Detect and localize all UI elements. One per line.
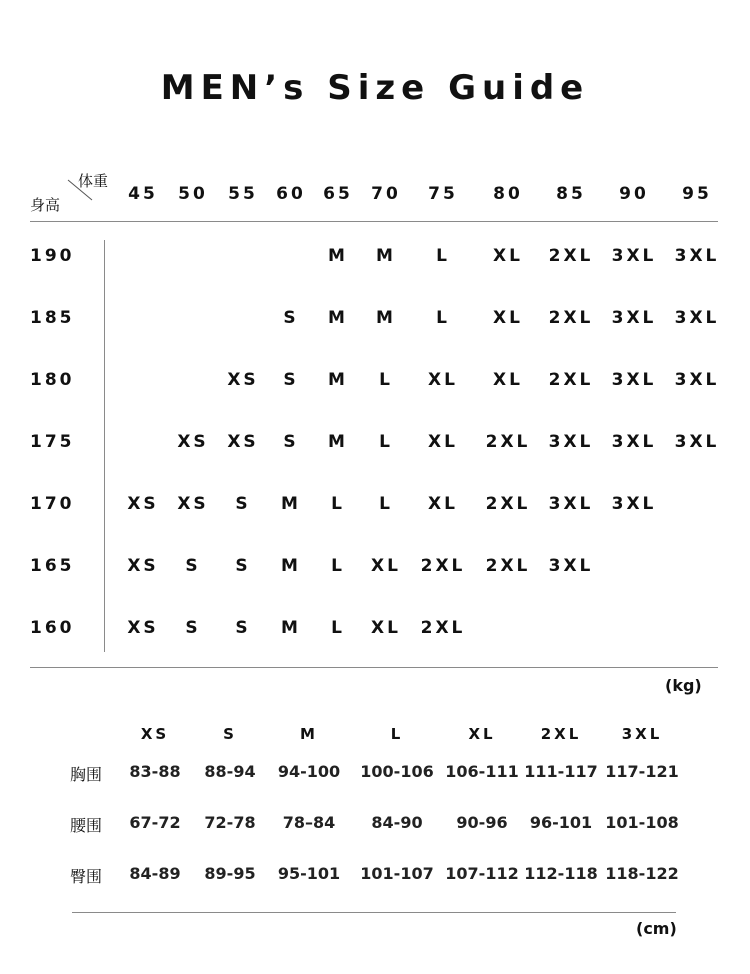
measurement-cell: 112-118	[524, 864, 598, 883]
size-cell: M	[281, 618, 301, 638]
size-cell: 3XL	[611, 370, 657, 390]
size-cell: 2XL	[485, 556, 531, 576]
size-cell: 2XL	[485, 432, 531, 452]
size-cell: XS	[227, 432, 259, 452]
weight-column-header: 75	[428, 184, 458, 204]
size-cell: M	[376, 246, 396, 266]
height-row-label: 175	[30, 432, 75, 452]
size-cell: 3XL	[611, 432, 657, 452]
measurement-cell: 117-121	[605, 762, 679, 781]
size-cell: XL	[493, 246, 523, 266]
size-cell: 2XL	[548, 308, 594, 328]
measurement-cell: 90-96	[456, 813, 508, 832]
size-cell: XS	[127, 556, 159, 576]
measurement-cell: 88-94	[204, 762, 256, 781]
size-cell: 3XL	[674, 370, 720, 390]
size-cell: M	[281, 494, 301, 514]
size-cell: L	[331, 494, 345, 514]
size-cell: L	[436, 308, 450, 328]
size-cell: 2XL	[548, 370, 594, 390]
measurement-size-header-cell: L	[390, 725, 404, 743]
measurement-size-header-cell: S	[223, 725, 237, 743]
height-row-label: 165	[30, 556, 75, 576]
size-cell: XL	[371, 618, 401, 638]
size-cell: M	[328, 246, 348, 266]
measurement-cell: 83-88	[129, 762, 181, 781]
size-cell: XL	[493, 308, 523, 328]
measurement-cell: 96-101	[529, 813, 593, 832]
measurement-cell: 84-89	[129, 864, 181, 883]
size-cell: S	[185, 618, 201, 638]
height-axis-label: 身高	[30, 196, 61, 214]
measurement-cell: 89-95	[204, 864, 256, 883]
measurement-bottom-divider	[72, 912, 676, 913]
size-cell: 3XL	[548, 556, 594, 576]
measurement-cell: 67-72	[129, 813, 181, 832]
page-title: MEN’s Size Guide	[160, 68, 590, 108]
size-cell: 3XL	[611, 308, 657, 328]
measurement-row-label: 臀围	[70, 867, 103, 886]
size-cell: L	[379, 494, 393, 514]
weight-column-header: 95	[682, 184, 712, 204]
measurement-row-label: 胸围	[70, 765, 103, 784]
height-row-label: 170	[30, 494, 75, 514]
size-cell: XS	[127, 618, 159, 638]
height-row-label: 160	[30, 618, 75, 638]
height-column-divider	[104, 240, 105, 652]
weight-column-header: 70	[371, 184, 401, 204]
size-cell: 3XL	[674, 432, 720, 452]
measurement-row-label: 腰围	[70, 816, 103, 835]
size-cell: L	[331, 618, 345, 638]
size-cell: L	[436, 246, 450, 266]
size-cell: 2XL	[548, 246, 594, 266]
weight-column-header: 55	[228, 184, 258, 204]
size-cell: 2XL	[420, 618, 466, 638]
weight-column-header: 90	[619, 184, 649, 204]
measurement-size-header-cell: 2XL	[540, 725, 582, 743]
size-cell: S	[235, 556, 251, 576]
size-cell: S	[283, 432, 299, 452]
size-cell: L	[379, 370, 393, 390]
table-corner-header	[28, 168, 118, 216]
measurement-cell: 95-101	[277, 864, 341, 883]
height-row-label: 180	[30, 370, 75, 390]
size-cell: 3XL	[611, 246, 657, 266]
measurement-cell: 107-112	[445, 864, 519, 883]
measurement-cell: 78–84	[282, 813, 336, 832]
measurement-cell: 101-108	[605, 813, 679, 832]
size-cell: S	[235, 494, 251, 514]
weight-axis-label: 体重	[78, 172, 109, 190]
height-row-label: 185	[30, 308, 75, 328]
length-unit-label: (cm)	[636, 919, 677, 938]
weight-column-header: 50	[178, 184, 208, 204]
measurement-cell: 101-107	[360, 864, 434, 883]
size-cell: L	[331, 556, 345, 576]
height-row-label: 190	[30, 246, 75, 266]
measurement-size-header-cell: 3XL	[621, 725, 663, 743]
weight-column-header: 85	[556, 184, 586, 204]
weight-column-header: 45	[128, 184, 158, 204]
weight-column-header: 65	[323, 184, 353, 204]
measurement-size-header-cell: XL	[468, 725, 496, 743]
measurement-cell: 72-78	[204, 813, 256, 832]
size-cell: 3XL	[674, 308, 720, 328]
weight-column-header: 60	[276, 184, 306, 204]
size-cell: XL	[428, 432, 458, 452]
size-cell: M	[328, 308, 348, 328]
size-cell: S	[283, 308, 299, 328]
size-cell: M	[328, 370, 348, 390]
size-cell: XS	[227, 370, 259, 390]
size-cell: XL	[493, 370, 523, 390]
size-cell: M	[281, 556, 301, 576]
measurement-size-header-cell: XS	[140, 725, 170, 743]
chart-bottom-divider	[30, 667, 718, 668]
size-cell: S	[235, 618, 251, 638]
size-cell: 2XL	[420, 556, 466, 576]
size-cell: S	[185, 556, 201, 576]
size-cell: 3XL	[674, 246, 720, 266]
weight-unit-label: (kg)	[665, 676, 702, 695]
size-cell: XS	[177, 494, 209, 514]
size-cell: M	[376, 308, 396, 328]
size-cell: M	[328, 432, 348, 452]
size-cell: 3XL	[548, 494, 594, 514]
size-cell: XL	[428, 494, 458, 514]
measurement-cell: 84-90	[371, 813, 423, 832]
measurement-cell: 111-117	[524, 762, 598, 781]
size-cell: 3XL	[611, 494, 657, 514]
measurement-cell: 100-106	[360, 762, 434, 781]
size-cell: L	[379, 432, 393, 452]
measurement-cell: 94-100	[277, 762, 341, 781]
size-cell: S	[283, 370, 299, 390]
size-cell: XS	[127, 494, 159, 514]
size-cell: XL	[428, 370, 458, 390]
measurement-cell: 106-111	[445, 762, 519, 781]
size-cell: 2XL	[485, 494, 531, 514]
measurement-size-header-cell: M	[300, 725, 318, 743]
size-cell: XL	[371, 556, 401, 576]
weight-column-header: 80	[493, 184, 523, 204]
measurement-cell: 118-122	[605, 864, 679, 883]
header-divider	[30, 221, 718, 222]
size-cell: XS	[177, 432, 209, 452]
size-cell: 3XL	[548, 432, 594, 452]
